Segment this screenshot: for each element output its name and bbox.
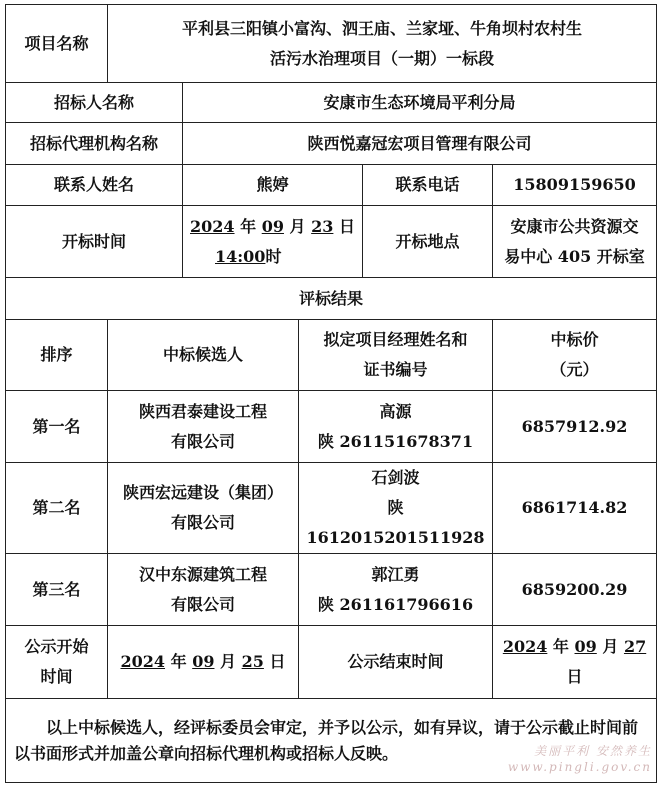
header-manager-line2: 证书编号	[363, 360, 428, 379]
notice-text: 以上中标候选人，经评标委员会审定，并予以公示，如有异议，请于公示截止时间前以书面形式并加盖公章向招标代理机构或招标人反映。	[6, 699, 657, 783]
publicity-start-month: 09	[192, 652, 215, 671]
header-rank: 排序	[6, 320, 108, 391]
contact-name-label: 联系人姓名	[6, 165, 183, 206]
header-candidate: 中标候选人	[108, 320, 299, 391]
project-value-line1: 平利县三阳镇小富沟、泗王庙、兰家垭、牛角坝村农村生	[182, 18, 583, 38]
opening-date	[187, 212, 358, 242]
header-price	[493, 320, 657, 391]
row-manager	[299, 554, 493, 626]
row-manager-cert: 陕 261161796616	[317, 594, 474, 614]
row-tenderer	[6, 83, 657, 123]
publicity-end-year: 2024	[502, 637, 548, 656]
row-price: 6857912.92	[493, 391, 657, 463]
row-price: 6861714.82	[493, 463, 657, 554]
header-price-line2: （元）	[550, 360, 599, 379]
header-manager-line1: 拟定项目经理姓名和	[323, 330, 468, 349]
publicity-start-day-unit: 日	[269, 652, 286, 671]
opening-place-line1: 安康市公共资源交	[510, 216, 639, 236]
row-rank: 第二名	[6, 463, 108, 554]
project-label: 项目名称	[6, 5, 108, 83]
row-results-header	[6, 320, 657, 391]
row-company-line2: 有限公司	[170, 594, 235, 614]
publicity-end-day-unit: 日	[566, 667, 583, 686]
row-company	[108, 463, 299, 554]
row-project	[6, 5, 657, 83]
publicity-start-year: 2024	[120, 652, 166, 671]
publicity-start-label	[6, 626, 108, 699]
row-price: 6859200.29	[493, 554, 657, 626]
opening-place-line2: 易中心 405 开标室	[504, 246, 645, 266]
row-results-title	[6, 278, 657, 320]
opening-clock: 14:00	[215, 246, 266, 266]
row-rank: 第一名	[6, 391, 108, 463]
contact-name-value: 熊婷	[183, 165, 363, 206]
contact-phone-label: 联系电话	[363, 165, 493, 206]
row-manager-name: 石剑波	[371, 468, 420, 487]
publicity-start-date	[108, 626, 299, 699]
opening-year-unit: 年	[240, 216, 257, 236]
row-opening	[6, 206, 657, 278]
row-manager-cert: 陕 261151678371	[317, 431, 474, 451]
opening-day-unit: 日	[338, 216, 355, 236]
opening-month-unit: 月	[289, 216, 306, 236]
opening-year: 2024	[190, 216, 235, 236]
row-contact	[6, 165, 657, 206]
row-manager-name: 郭江勇	[371, 564, 420, 584]
opening-month: 09	[261, 216, 284, 236]
table-row	[6, 463, 657, 554]
opening-place-value	[493, 206, 657, 278]
tenderer-value: 安康市生态环境局平利分局	[183, 83, 657, 123]
agency-value: 陕西悦嘉冠宏项目管理有限公司	[183, 123, 657, 165]
publicity-end-label: 公示结束时间	[299, 626, 493, 699]
opening-clock-unit: 时	[265, 246, 282, 266]
publicity-start-year-unit: 年	[170, 652, 187, 671]
row-manager	[299, 463, 493, 554]
bid-result-document	[5, 4, 656, 763]
header-price-line1: 中标价	[550, 330, 599, 349]
tenderer-label: 招标人名称	[6, 83, 183, 123]
row-publicity	[6, 626, 657, 699]
project-value-line2: 活污水治理项目（一期）一标段	[270, 48, 495, 68]
opening-day: 23	[311, 216, 334, 236]
table-row	[6, 391, 657, 463]
publicity-start-day: 25	[241, 652, 264, 671]
opening-clock-line	[187, 242, 358, 272]
table-row	[6, 554, 657, 626]
row-company-line2: 有限公司	[170, 513, 235, 532]
contact-phone-value: 15809159650	[493, 165, 657, 206]
bid-result-table	[5, 4, 657, 783]
row-manager-cert: 陕 1612015201511928	[306, 498, 485, 547]
project-value	[108, 5, 657, 83]
publicity-end-year-unit: 年	[552, 637, 569, 656]
row-company-line2: 有限公司	[170, 431, 235, 451]
row-agency	[6, 123, 657, 165]
row-company-line1: 陕西君泰建设工程	[138, 401, 267, 421]
results-section-title: 评标结果	[6, 278, 657, 320]
publicity-end-month-unit: 月	[602, 637, 619, 656]
row-company	[108, 391, 299, 463]
opening-time-value	[183, 206, 363, 278]
row-company-line1: 汉中东源建筑工程	[138, 564, 267, 584]
header-manager	[299, 320, 493, 391]
row-manager	[299, 391, 493, 463]
publicity-start-label-line2: 时间	[40, 667, 73, 686]
site-watermark	[508, 743, 652, 775]
publicity-end-date	[493, 626, 657, 699]
row-company	[108, 554, 299, 626]
watermark-line1: 美丽平利 安然养生	[534, 744, 652, 758]
publicity-end-day: 27	[623, 637, 647, 656]
row-company-line1: 陕西宏远建设（集团）	[122, 483, 283, 502]
agency-label: 招标代理机构名称	[6, 123, 183, 165]
publicity-end-month: 09	[574, 637, 597, 656]
row-rank: 第三名	[6, 554, 108, 626]
opening-place-label: 开标地点	[363, 206, 493, 278]
opening-time-label: 开标时间	[6, 206, 183, 278]
row-manager-name: 高源	[379, 401, 412, 421]
publicity-start-month-unit: 月	[220, 652, 237, 671]
publicity-start-label-line1: 公示开始	[24, 637, 89, 656]
watermark-line2: www.pingli.gov.cn	[507, 760, 652, 774]
